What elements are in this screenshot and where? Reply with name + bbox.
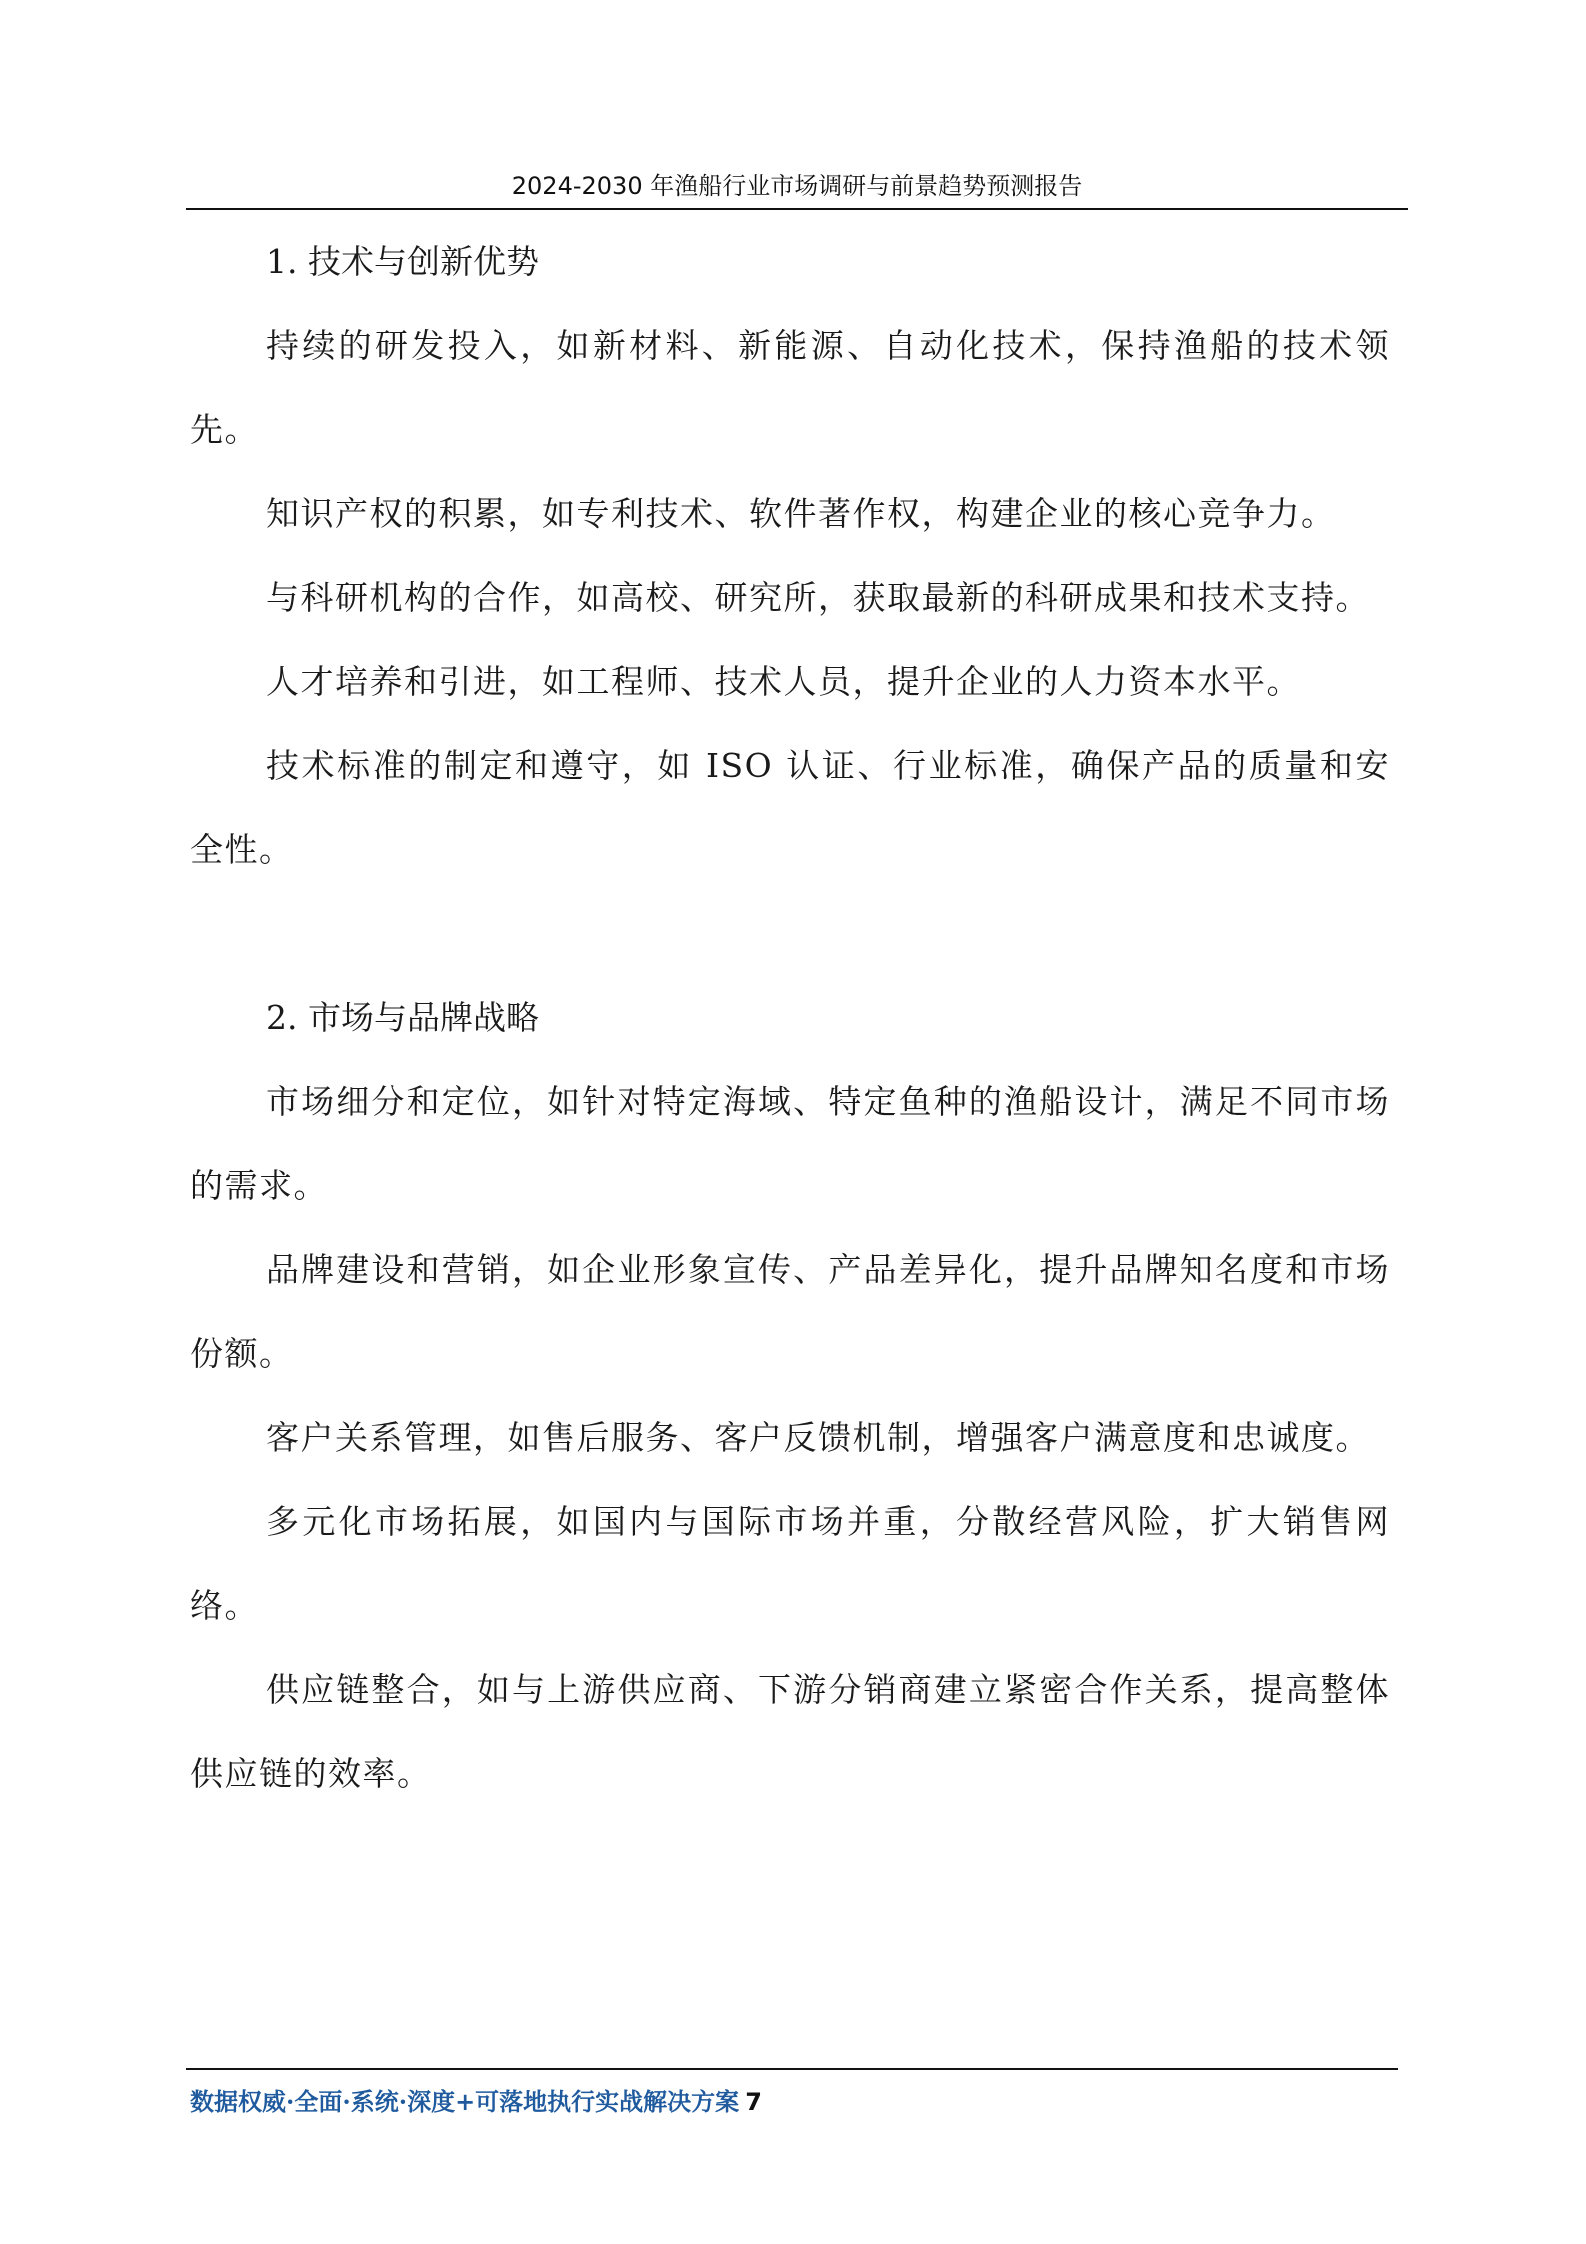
page-number: 7 <box>745 2088 762 2116</box>
paragraph: 客户关系管理，如售后服务、客户反馈机制，增强客户满意度和忠诚度。 <box>266 1418 1370 1457</box>
paragraph: 人才培养和引进，如工程师、技术人员，提升企业的人力资本水平。 <box>266 662 1301 701</box>
paragraph: 技术标准的制定和遵守，如 ISO 认证、行业标准，确保产品的质量和安全性。 <box>190 746 1390 869</box>
paragraph: 多元化市场拓展，如国内与国际市场并重，分散经营风险，扩大销售网络。 <box>190 1502 1390 1625</box>
header-divider <box>186 208 1408 210</box>
footer-divider <box>186 2068 1398 2070</box>
section-spacer <box>190 892 1390 976</box>
footer-slogan: 数据权威·全面·系统·深度+可落地执行实战解决方案 <box>190 2087 740 2116</box>
section-tech-innovation <box>190 220 1390 892</box>
page-footer <box>190 2080 762 2124</box>
paragraph: 品牌建设和营销，如企业形象宣传、产品差异化，提升品牌知名度和市场份额。 <box>190 1250 1390 1373</box>
document-body <box>190 220 1390 1816</box>
paragraph: 市场细分和定位，如针对特定海域、特定鱼种的渔船设计，满足不同市场的需求。 <box>190 1082 1390 1205</box>
page-header-title: 2024-2030 年渔船行业市场调研与前景趋势预测报告 <box>511 172 1083 200</box>
paragraph: 持续的研发投入，如新材料、新能源、自动化技术，保持渔船的技术领先。 <box>190 326 1390 449</box>
paragraph: 知识产权的积累，如专利技术、软件著作权，构建企业的核心竞争力。 <box>266 494 1336 533</box>
section-heading: 1. 技术与创新优势 <box>266 242 539 281</box>
paragraph: 与科研机构的合作，如高校、研究所，获取最新的科研成果和技术支持。 <box>266 578 1370 617</box>
section-market-brand <box>190 976 1390 1816</box>
paragraph: 供应链整合，如与上游供应商、下游分销商建立紧密合作关系，提高整体供应链的效率。 <box>190 1670 1390 1793</box>
section-heading: 2. 市场与品牌战略 <box>266 998 539 1037</box>
